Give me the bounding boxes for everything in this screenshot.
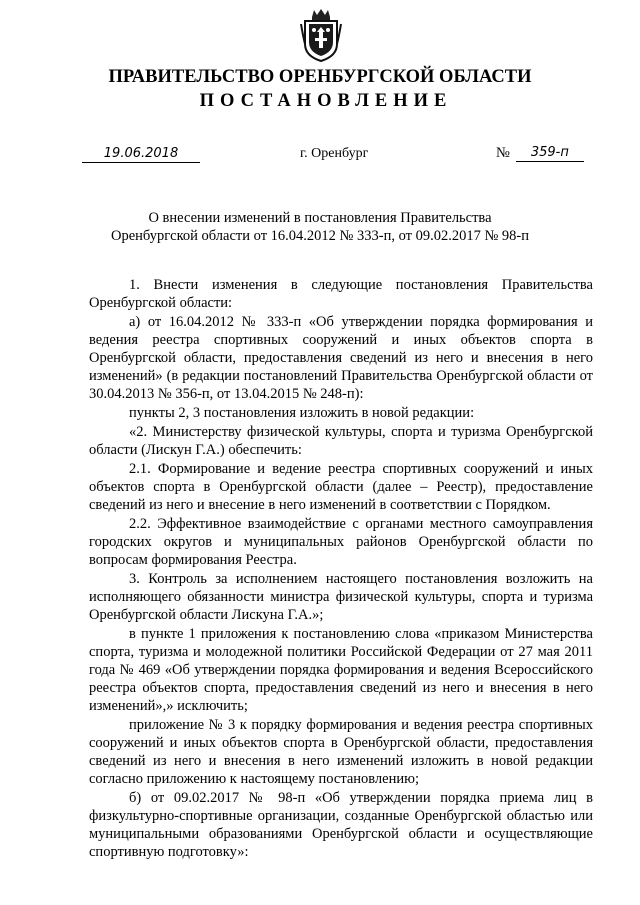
paragraph-1b: б) от 09.02.2017 № 98-п «Об утверждении порядка приема лиц в физкультурно-спортивные организации, созданные Оренбургской областью или муниципальными образованиями Оренбургской области и осуществляющие спортивную подготовку»: (89, 790, 593, 860)
document-type: ПОСТАНОВЛЕНИЕ (199, 91, 453, 111)
number-value: 359-п (516, 144, 584, 162)
document-city: г. Оренбург (300, 146, 369, 161)
paragraph-appendix-3: приложение № 3 к порядку формирования и ведения реестра спортивных сооружений и иных объектов спорта в Оренбургской области, предоставления сведений из него и внесения в него изменений изложить в новой редакции согласно приложению к настоящему постановлению; (89, 717, 593, 787)
paragraph-2-2: 2.2. Эффективное взаимодействие с органами местного самоуправления городских округов и муниципальных районов Оренбургской области по вопросам формирования Реестра. (89, 516, 593, 568)
paragraph-2: «2. Министерству физической культуры, спорта и туризма Оренбургской области (Лискун Г.А.) обеспечить: (89, 424, 593, 458)
number-sign: № (496, 145, 510, 161)
subject-line: О внесении изменений в постановления Правительства (148, 210, 492, 226)
paragraph-2-1: 2.1. Формирование и ведение реестра спортивных сооружений и иных объектов спорта в Оренбургской области (далее – Реестр), предоставление сведений из него и внесение в него изменений в соответствии с Порядком. (89, 461, 593, 513)
paragraph-3: 3. Контроль за исполнением настоящего постановления возложить на исполняющего обязанности министра физической культуры, спорта и туризма Оренбургской области Лискуна Г.А.»; (89, 571, 593, 623)
government-title: ПРАВИТЕЛЬСТВО ОРЕНБУРГСКОЙ ОБЛАСТИ (108, 67, 532, 87)
document-date: 19.06.2018 (82, 145, 200, 163)
paragraph-1: 1. Внести изменения в следующие постановления Правительства Оренбургской области: (89, 277, 593, 311)
document-subject (0, 209, 640, 245)
paragraph-1a: а) от 16.04.2012 № 333-п «Об утверждении порядка формирования и ведения реестра спортивных сооружений и иных объектов спорта в Оренбургской области, предоставления сведений из него и внесения в него изменений» (в редакции постановлений Правительства Оренбургской области от 30.04.2013 № 356-п, от 13.04.2015 № 248-п): (89, 314, 593, 402)
document-number (496, 143, 584, 162)
paragraph-item-1-change: в пункте 1 приложения к постановлению слова «приказом Министерства спорта, туризма и молодежной политики Российской Федерации от 27 мая 2011 года № 469 «Об утверждении порядка формирования и ведения Всероссийского реестра объектов спорта, предоставления сведений из него и внесения в него изменений»,» исключить; (89, 626, 593, 714)
coat-of-arms-icon (299, 8, 343, 62)
paragraph-items-2-3: пункты 2, 3 постановления изложить в новой редакции: (129, 405, 475, 421)
subject-line: Оренбургской области от 16.04.2012 № 333-п, от 09.02.2017 № 98-п (110, 228, 530, 244)
document-body (89, 276, 593, 861)
